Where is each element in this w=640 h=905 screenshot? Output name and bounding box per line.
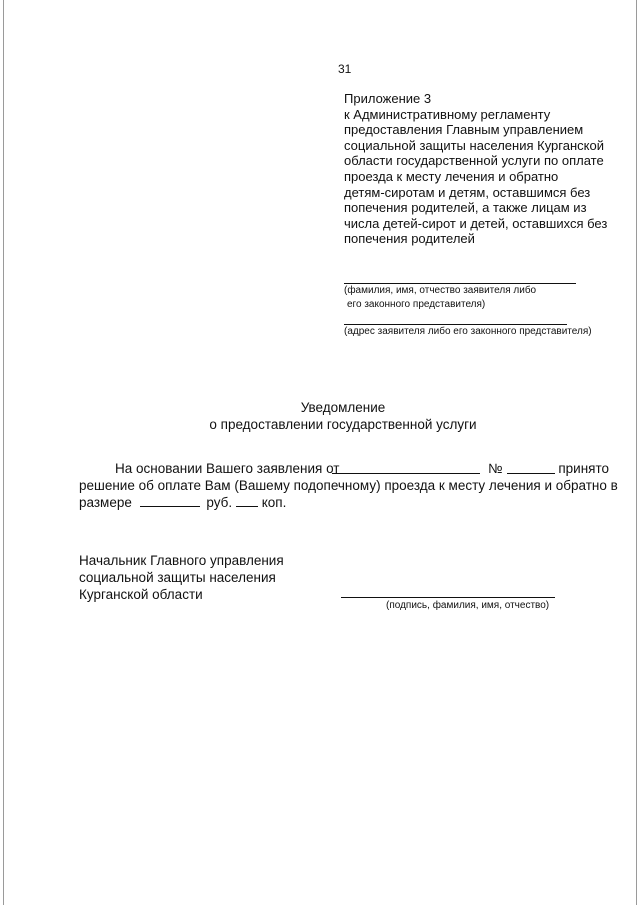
applicant-name-caption: [344, 284, 536, 312]
rub-label: руб.: [206, 495, 233, 510]
kopecks-field[interactable]: [236, 494, 258, 507]
appendix-line: к Административному регламенту: [344, 106, 551, 122]
appendix-line: попечения родителей, а также лицам из: [344, 200, 587, 216]
application-date-field[interactable]: [332, 461, 480, 474]
caption-line: его законного представителя): [347, 299, 486, 310]
signatory-line: социальной защиты населения: [79, 570, 276, 585]
signature-caption: (подпись, фамилия, имя, отчество): [386, 600, 550, 611]
number-sign: №: [488, 461, 503, 476]
appendix-line: детям-сиротам и детям, оставшимся без: [344, 184, 591, 200]
body-line2-text: решение об оплате Вам (Вашему подопечному) проезда к месту лечения и обратно в: [79, 478, 618, 493]
body-line-3: [79, 494, 609, 511]
appendix-line: Приложение 3: [344, 91, 432, 106]
amount-label: размере: [79, 495, 132, 510]
caption-line: (фамилия, имя, отчество заявителя либо: [344, 285, 537, 296]
applicant-address-caption: (адрес заявителя либо его законного представителя): [344, 326, 592, 337]
kop-label: коп.: [261, 495, 287, 510]
page-number: 31: [338, 62, 352, 76]
appendix-header: [344, 91, 624, 247]
signatory-line: Курганской области: [79, 587, 203, 602]
signatory-block: [79, 552, 284, 603]
appendix-line: предоставления Главным управлением: [344, 122, 584, 138]
notice-body: [79, 460, 618, 511]
notice-heading: [0, 399, 640, 433]
notice-subtitle: о предоставлении государственной услуги: [209, 417, 477, 432]
appendix-line: попечения родителей: [344, 231, 475, 247]
signature-line[interactable]: [341, 597, 555, 598]
rubles-field[interactable]: [140, 494, 200, 507]
body-line-1: [79, 460, 609, 477]
page-edge-left: [3, 0, 4, 905]
appendix-line: числа детей-сирот и детей, оставшихся без: [344, 215, 608, 231]
page-edge-right: [636, 0, 637, 905]
body-line1-prefix: На основании Вашего заявления от: [115, 461, 340, 476]
notice-title: Уведомление: [300, 400, 386, 415]
appendix-line: проезда к месту лечения и обратно: [344, 168, 559, 184]
body-line-2: [79, 477, 618, 494]
appendix-line: социальной защиты населения Курганской: [344, 137, 604, 153]
application-number-field[interactable]: [507, 461, 555, 474]
signatory-line: Начальник Главного управления: [79, 553, 284, 568]
appendix-line: области государственной услуги по оплате: [344, 153, 604, 169]
body-line1-suffix: принято: [558, 461, 609, 476]
